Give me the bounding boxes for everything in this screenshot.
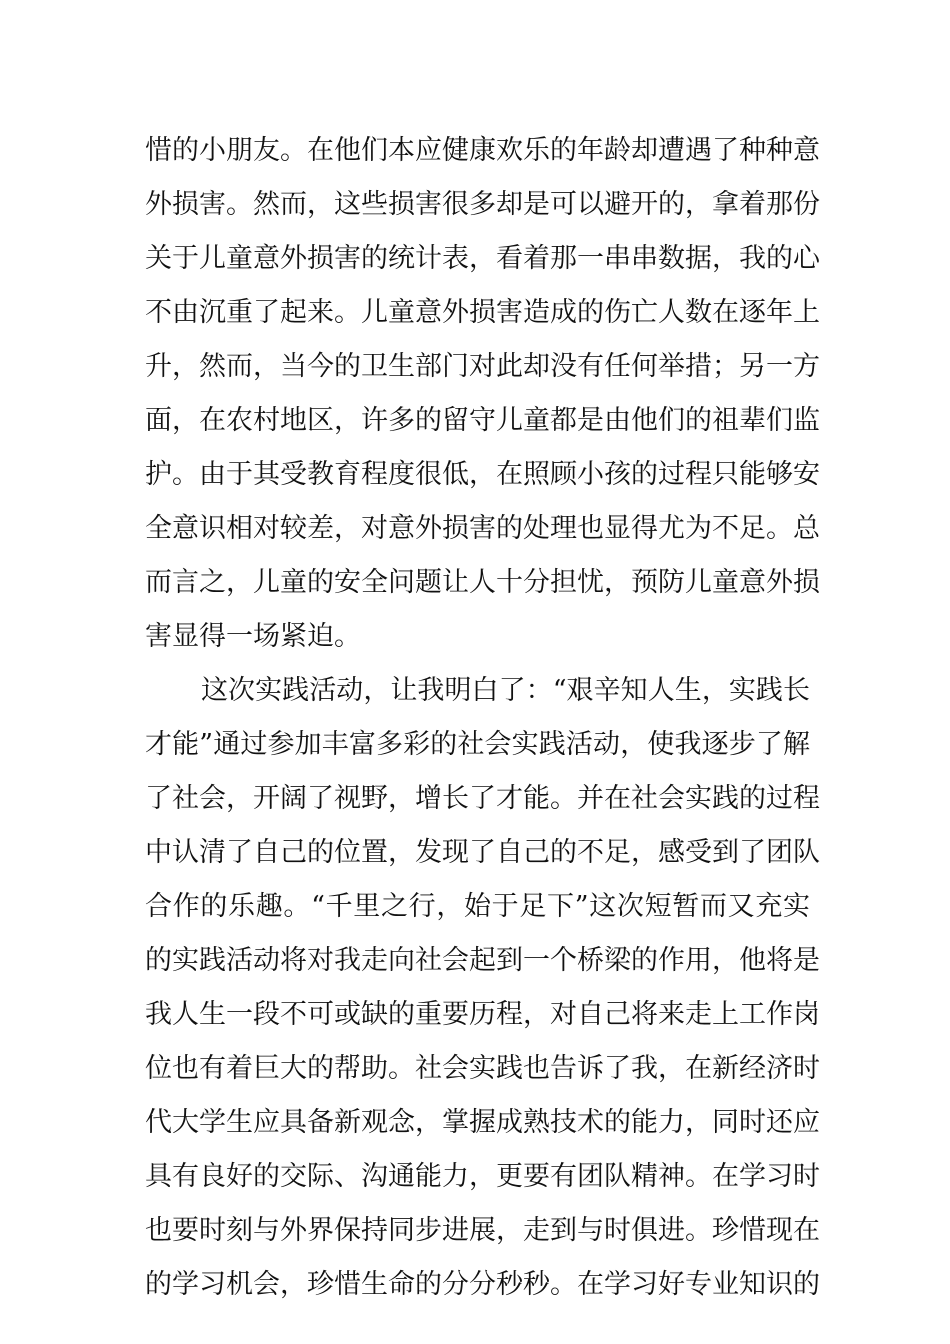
text-line: 全意识相对较差，对意外损害的处理也显得尤为不足。总 (145, 513, 820, 544)
text-line: 的学习机会，珍惜生命的分分秒秒。在学习好专业知识的 (145, 1269, 820, 1300)
text-line: 不由沉重了起来。儿童意外损害造成的伤亡人数在逐年上 (145, 297, 820, 328)
text-line: 才能”通过参加丰富多彩的社会实践活动，使我逐步了解 (145, 729, 810, 760)
text-line: 也要时刻与外界保持同步进展，走到与时俱进。珍惜现在 (145, 1215, 820, 1246)
text-line: 具有良好的交际、沟通能力，更要有团队精神。在学习时 (145, 1161, 820, 1192)
text-line: 外损害。然而，这些损害很多却是可以避开的，拿着那份 (145, 189, 820, 220)
text-line: 护。由于其受教育程度很低，在照顾小孩的过程只能够安 (145, 459, 820, 490)
text-line: 了社会，开阔了视野，增长了才能。并在社会实践的过程 (145, 783, 820, 814)
text-line: 中认清了自己的位置，发现了自己的不足，感受到了团队 (145, 837, 820, 868)
text-line: 害显得一场紧迫。 (145, 621, 361, 652)
text-line: 的实践活动将对我走向社会起到一个桥梁的作用，他将是 (145, 945, 820, 976)
text-line: 合作的乐趣。“千里之行，始于足下”这次短暂而又充实 (145, 891, 810, 922)
text-line: 这次实践活动，让我明白了：“艰辛知人生，实践长 (201, 675, 810, 706)
text-line: 位也有着巨大的帮助。社会实践也告诉了我，在新经济时 (145, 1053, 820, 1084)
text-line: 面，在农村地区，许多的留守儿童都是由他们的祖辈们监 (145, 405, 820, 436)
text-line: 关于儿童意外损害的统计表，看着那一串串数据，我的心 (145, 243, 820, 274)
text-line: 惜的小朋友。在他们本应健康欢乐的年龄却遭遇了种种意 (145, 135, 820, 166)
body-text (145, 124, 820, 1312)
text-line: 我人生一段不可或缺的重要历程，对自己将来走上工作岗 (145, 999, 820, 1030)
text-line: 代大学生应具备新观念，掌握成熟技术的能力，同时还应 (145, 1107, 820, 1138)
text-line: 而言之，儿童的安全问题让人十分担忧，预防儿童意外损 (145, 567, 820, 598)
text-line: 升，然而，当今的卫生部门对此却没有任何举措；另一方 (145, 351, 820, 382)
